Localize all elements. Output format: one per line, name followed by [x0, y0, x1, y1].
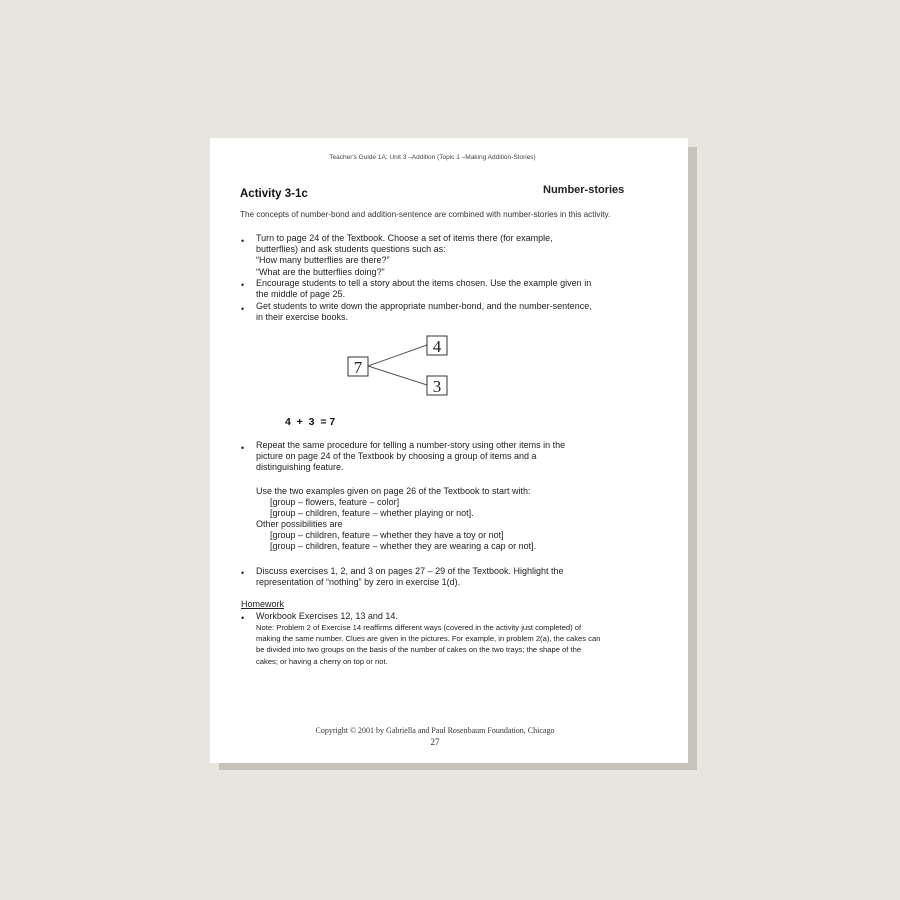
text-line: Turn to page 24 of the Textbook. Choose a set of items there (for example, — [256, 233, 553, 243]
homework-heading: Homework — [241, 599, 285, 609]
homework-item: Workbook Exercises 12, 13 and 14. — [256, 611, 398, 621]
number-bond-part-2: 3 — [432, 377, 442, 396]
number-bond-whole: 7 — [353, 358, 363, 377]
text-line: the middle of page 25. — [256, 289, 346, 300]
copyright-notice: Copyright © 2001 by Gabriella and Paul Rosenbaum Foundation, Chicago — [315, 726, 555, 735]
bullet-marker: • — [241, 304, 245, 314]
bullet-5-text — [256, 566, 564, 588]
text-line: Repeat the same procedure for telling a number-story using other items in the — [256, 440, 566, 450]
examples-intro: Use the two examples given on page 26 of the Textbook to start with: — [256, 486, 531, 496]
text-line: Encourage students to tell a story about the items chosen. Use the example given in — [256, 278, 592, 288]
note-line: cakes; or having a cherry on top or not. — [256, 656, 388, 666]
activity-topic: Number-stories — [543, 184, 625, 196]
text-line: in their exercise books. — [256, 312, 349, 323]
bullet-marker: • — [241, 236, 245, 246]
bond-line-lower — [368, 366, 427, 385]
bond-line-upper — [368, 345, 427, 366]
document-page — [210, 138, 688, 763]
example-item: [group – flowers, feature – color] — [270, 497, 400, 507]
bullet-1-text — [256, 233, 553, 278]
other-list — [270, 530, 536, 552]
bullet-marker: • — [241, 443, 245, 453]
page-number: 27 — [430, 737, 440, 747]
bullet-marker: • — [241, 568, 245, 578]
activity-title: Activity 3-1c — [240, 188, 308, 200]
text-line: “How many butterflies are there?” — [256, 255, 390, 266]
running-header: Teacher's Guide 1A: Unit 3 –Addition (Topic 1 –Making Addition-Stories) — [329, 154, 536, 161]
bullet-4-text — [256, 440, 565, 474]
text-line: Get students to write down the appropriate number-bond, and the number-sentence, — [256, 301, 592, 311]
text-line: butterflies) and ask students questions such as: — [256, 244, 446, 255]
text-line: representation of “nothing” by zero in exercise 1(d). — [256, 577, 461, 588]
note-line: Note: Problem 2 of Exercise 14 reaffirms different ways (covered in the activity just completed) of — [256, 623, 582, 632]
number-bond-diagram — [347, 335, 462, 401]
bullet-2-text — [256, 278, 591, 300]
other-item: [group – children, feature – whether they have a toy or not] — [270, 530, 504, 540]
note-line: making the same number. Clues are given in the pictures. For example, in problem 2(a), the cakes can — [256, 634, 601, 644]
bullet-marker: • — [241, 613, 245, 623]
example-item: [group – children, feature – whether playing or not]. — [270, 508, 474, 519]
homework-note — [256, 622, 600, 667]
note-line: be divided into two groups on the basis of the number of cakes on the two trays; the shape of the — [256, 645, 582, 655]
text-line: distinguishing feature. — [256, 462, 344, 473]
text-line: Discuss exercises 1, 2, and 3 on pages 27 – 29 of the Textbook. Highlight the — [256, 566, 564, 576]
intro-text: The concepts of number-bond and addition-sentence are combined with number-stories in this activity. — [240, 210, 611, 219]
text-line: picture on page 24 of the Textbook by choosing a group of items and a — [256, 451, 537, 462]
number-sentence: 4 + 3 = 7 — [285, 416, 336, 428]
text-line: “What are the butterflies doing?” — [256, 266, 385, 277]
bullet-marker: • — [241, 280, 245, 290]
other-item: [group – children, feature – whether they are wearing a cap or not]. — [270, 541, 537, 552]
other-label: Other possibilities are — [256, 519, 343, 529]
number-bond-part-1: 4 — [432, 337, 442, 356]
bullet-3-text — [256, 301, 592, 323]
examples-list — [270, 497, 474, 519]
